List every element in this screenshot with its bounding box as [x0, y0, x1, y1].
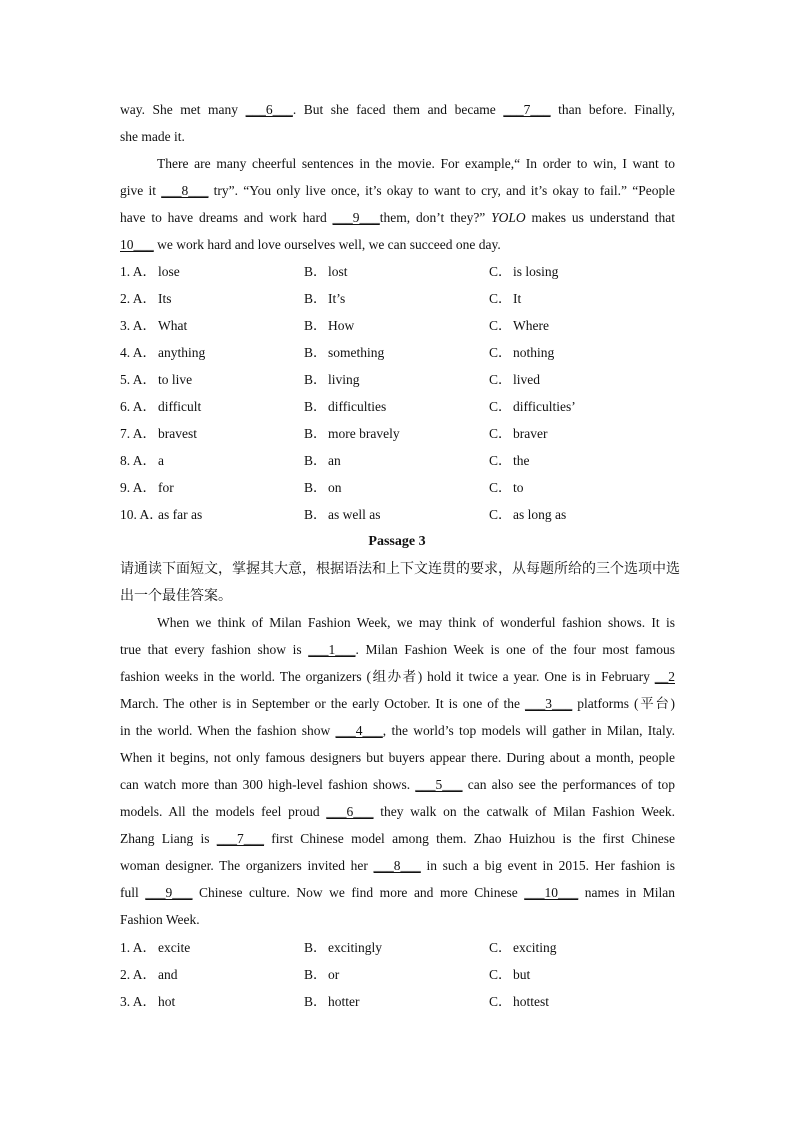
option-b-text: excitingly	[328, 940, 382, 955]
text: , the world’s top models will gather in Milan, Italy.	[382, 723, 676, 738]
option-c[interactable]	[489, 317, 549, 335]
option-c-label: C．	[489, 940, 512, 955]
p3-line-5	[120, 722, 675, 740]
text: they walk on the catwalk of Milan Fashion Week.	[373, 804, 675, 819]
p2-question-7	[120, 425, 680, 443]
p2-line-5	[120, 209, 675, 227]
blank-7: ___7___	[503, 102, 551, 117]
question-number: 6. A．	[120, 399, 157, 414]
p3-line-4	[120, 695, 675, 713]
text: than before. Finally,	[550, 102, 675, 117]
option-c-label: C．	[489, 480, 512, 495]
option-a[interactable]: and	[158, 967, 178, 982]
option-c[interactable]	[489, 939, 557, 957]
option-b-text: difficulties	[328, 399, 387, 414]
text: fashion weeks in the world. The organizers (组办者) hold it twice a year. One is in February	[120, 669, 655, 684]
text: There are many cheerful sentences in the movie. For example,“ In order to win, I want to	[157, 156, 675, 171]
option-c-text: nothing	[513, 345, 555, 360]
blank-9: ___9___	[145, 885, 193, 900]
text: true that every fashion show is	[120, 642, 309, 657]
option-a[interactable]: hot	[158, 994, 176, 1009]
option-c-label: C．	[489, 507, 512, 522]
question-number: 3. A．	[120, 318, 157, 333]
option-b[interactable]	[304, 398, 386, 416]
blank-2: __2	[654, 669, 675, 684]
option-a[interactable]: lose	[158, 264, 180, 279]
option-a[interactable]: excite	[158, 940, 191, 955]
text: . Milan Fashion Week is one of the four most famous	[355, 642, 675, 657]
option-b[interactable]	[304, 966, 339, 984]
option-c-text: the	[513, 453, 530, 468]
text: woman designer. The organizers invited her	[120, 858, 374, 873]
question-number: 10. A．	[120, 507, 163, 522]
option-c-label: C．	[489, 994, 512, 1009]
option-a[interactable]: to live	[158, 372, 193, 387]
p2-question-3	[120, 317, 680, 335]
instruction-line-1: 请通读下面短文，掌握其大意，根据语法和上下文连贯的要求，从每题所给的三个选项中选	[120, 561, 680, 577]
option-b-label: B．	[304, 940, 327, 955]
option-b-text: on	[328, 480, 342, 495]
blank-9: ___9___	[332, 210, 380, 225]
option-b-label: B．	[304, 507, 327, 522]
option-b[interactable]	[304, 452, 341, 470]
option-b-label: B．	[304, 967, 327, 982]
text: . But she faced them and became	[292, 102, 504, 117]
option-c-text: Where	[513, 318, 549, 333]
question-number: 8. A．	[120, 453, 157, 468]
option-c[interactable]	[489, 290, 521, 308]
option-b-text: hotter	[328, 994, 360, 1009]
option-b-text: something	[328, 345, 385, 360]
option-c-text: but	[513, 967, 531, 982]
option-c-text: as long as	[513, 507, 567, 522]
blank-10: ___10___	[524, 885, 579, 900]
option-b-text: lost	[328, 264, 348, 279]
option-a[interactable]: What	[158, 318, 188, 333]
blank-3: ___3___	[525, 696, 573, 711]
blank-6: ___6___	[326, 804, 374, 819]
text: Fashion Week.	[120, 912, 200, 927]
option-c[interactable]	[489, 344, 554, 362]
option-c-label: C．	[489, 372, 512, 387]
p2-line-3	[157, 155, 675, 173]
option-b[interactable]	[304, 479, 342, 497]
option-a[interactable]: for	[158, 480, 174, 495]
option-b-text: It’s	[328, 291, 346, 306]
text: can also see the performances of top	[462, 777, 675, 792]
option-c[interactable]	[489, 479, 524, 497]
text: in such a big event in 2015. Her fashion is	[420, 858, 676, 873]
option-a[interactable]: anything	[158, 345, 206, 360]
option-b[interactable]	[304, 425, 400, 443]
question-number: 2. A．	[120, 291, 157, 306]
blank-6: ___6___	[245, 102, 293, 117]
movie-title: YOLO	[491, 210, 526, 225]
text: models. All the models feel proud	[120, 804, 327, 819]
option-b-label: B．	[304, 318, 327, 333]
option-a[interactable]: Its	[158, 291, 172, 306]
p2-line-1	[120, 101, 675, 119]
p3-line-3	[120, 668, 675, 686]
option-c-label: C．	[489, 967, 512, 982]
p3-line-2	[120, 641, 675, 659]
blank-5: ___5___	[415, 777, 463, 792]
option-a[interactable]: difficult	[158, 399, 202, 414]
option-b-label: B．	[304, 345, 327, 360]
option-c[interactable]	[489, 506, 566, 524]
p3-question-3	[120, 993, 680, 1011]
p2-question-5	[120, 371, 680, 389]
blank-7: ___7___	[216, 831, 265, 846]
option-c-text: lived	[513, 372, 540, 387]
p2-question-8	[120, 452, 680, 470]
option-c[interactable]	[489, 966, 530, 984]
text: first Chinese model among them. Zhao Huizhou is the first Chinese	[264, 831, 676, 846]
blank-10: 10___	[120, 237, 154, 252]
text: we work hard and love ourselves well, we can succeed one day.	[153, 237, 501, 252]
option-b-text: more bravely	[328, 426, 400, 441]
p3-line-10	[120, 857, 675, 875]
option-a[interactable]: bravest	[158, 426, 197, 441]
question-number: 2. A．	[120, 967, 157, 982]
option-c[interactable]	[489, 425, 547, 443]
option-b-label: B．	[304, 264, 327, 279]
p2-question-10	[120, 506, 680, 524]
blank-8: ___8___	[161, 183, 209, 198]
question-number: 7. A．	[120, 426, 157, 441]
option-c-text: to	[513, 480, 524, 495]
option-c-text: is losing	[513, 264, 559, 279]
option-b[interactable]	[304, 344, 384, 362]
instruction-line-2: 出一个最佳答案。	[120, 588, 232, 604]
p3-question-2	[120, 966, 680, 984]
text: in the world. When the fashion show	[120, 723, 336, 738]
option-b-text: an	[328, 453, 341, 468]
option-c-label: C．	[489, 291, 512, 306]
p2-line-6	[120, 236, 675, 254]
p3-line-7	[120, 776, 675, 794]
text: them, don’t they?”	[379, 210, 492, 225]
text: When we think of Milan Fashion Week, we may think of wonderful fashion shows. It is	[157, 615, 675, 630]
option-b[interactable]	[304, 317, 354, 335]
p3-line-12	[120, 911, 675, 929]
p3-line-9	[120, 830, 675, 848]
text: March. The other is in September or the early October. It is one of the	[120, 696, 526, 711]
p2-question-1	[120, 263, 680, 281]
option-c-label: C．	[489, 345, 512, 360]
passage3-heading: Passage 3	[368, 534, 426, 549]
p3-line-8	[120, 803, 675, 821]
question-number: 9. A．	[120, 480, 157, 495]
option-c-label: C．	[489, 264, 512, 279]
question-number: 5. A．	[120, 372, 157, 387]
p3-line-6	[120, 749, 675, 767]
p2-question-9	[120, 479, 680, 497]
option-c-label: C．	[489, 399, 512, 414]
option-c-label: C．	[489, 318, 512, 333]
option-c-text: hottest	[513, 994, 549, 1009]
text: give it	[120, 183, 162, 198]
p2-line-4	[120, 182, 675, 200]
text: platforms (平台)	[572, 696, 675, 711]
option-c-text: braver	[513, 426, 548, 441]
option-b-text: or	[328, 967, 340, 982]
option-b[interactable]	[304, 993, 360, 1011]
option-a[interactable]: as far as	[158, 507, 203, 522]
option-b-label: B．	[304, 994, 327, 1009]
option-b[interactable]	[304, 939, 382, 957]
blank-1: ___1___	[308, 642, 356, 657]
blank-4: ___4___	[335, 723, 383, 738]
option-c[interactable]	[489, 263, 558, 281]
text: she made it.	[120, 129, 185, 144]
option-b-text: How	[328, 318, 355, 333]
text: Chinese culture. Now we find more and more Chinese	[192, 885, 525, 900]
option-b-text: as well as	[328, 507, 381, 522]
option-c-label: C．	[489, 453, 512, 468]
option-c[interactable]	[489, 452, 530, 470]
option-b-label: B．	[304, 453, 327, 468]
p3-line-1	[157, 614, 675, 632]
option-c-text: exciting	[513, 940, 557, 955]
option-b-label: B．	[304, 399, 327, 414]
p2-question-4	[120, 344, 680, 362]
p3-line-11	[120, 884, 675, 902]
option-c-text: It	[513, 291, 522, 306]
option-b-label: B．	[304, 480, 327, 495]
p2-question-2	[120, 290, 680, 308]
text: have to have dreams and work hard	[120, 210, 333, 225]
question-number: 4. A．	[120, 345, 157, 360]
p2-line-2	[120, 128, 675, 146]
option-b-text: living	[328, 372, 360, 387]
option-b[interactable]	[304, 371, 360, 389]
option-c-text: difficulties’	[513, 399, 576, 414]
text: names in Milan	[578, 885, 675, 900]
question-number: 1. A．	[120, 264, 157, 279]
question-number: 3. A．	[120, 994, 157, 1009]
p3-question-1	[120, 939, 680, 957]
option-b[interactable]	[304, 263, 348, 281]
p2-question-6	[120, 398, 680, 416]
text: Zhang Liang is	[120, 831, 217, 846]
text: When it begins, not only famous designers but buyers appear there. During about a month, people	[120, 750, 675, 765]
text: can watch more than 300 high-level fashion shows.	[120, 777, 416, 792]
text: way. She met many	[120, 102, 246, 117]
option-c[interactable]	[489, 398, 576, 416]
option-b-label: B．	[304, 291, 327, 306]
option-a[interactable]: a	[158, 453, 164, 468]
question-number: 1. A．	[120, 940, 157, 955]
option-b[interactable]	[304, 506, 380, 524]
blank-8: ___8___	[373, 858, 421, 873]
text: makes us understand that	[525, 210, 675, 225]
text: full	[120, 885, 146, 900]
text: try”. “You only live once, it’s okay to want to cry, and it’s okay to fail.” “People	[208, 183, 676, 198]
option-b[interactable]	[304, 290, 345, 308]
option-b-label: B．	[304, 372, 327, 387]
option-c-label: C．	[489, 426, 512, 441]
option-b-label: B．	[304, 426, 327, 441]
option-c[interactable]	[489, 993, 549, 1011]
option-c[interactable]	[489, 371, 540, 389]
